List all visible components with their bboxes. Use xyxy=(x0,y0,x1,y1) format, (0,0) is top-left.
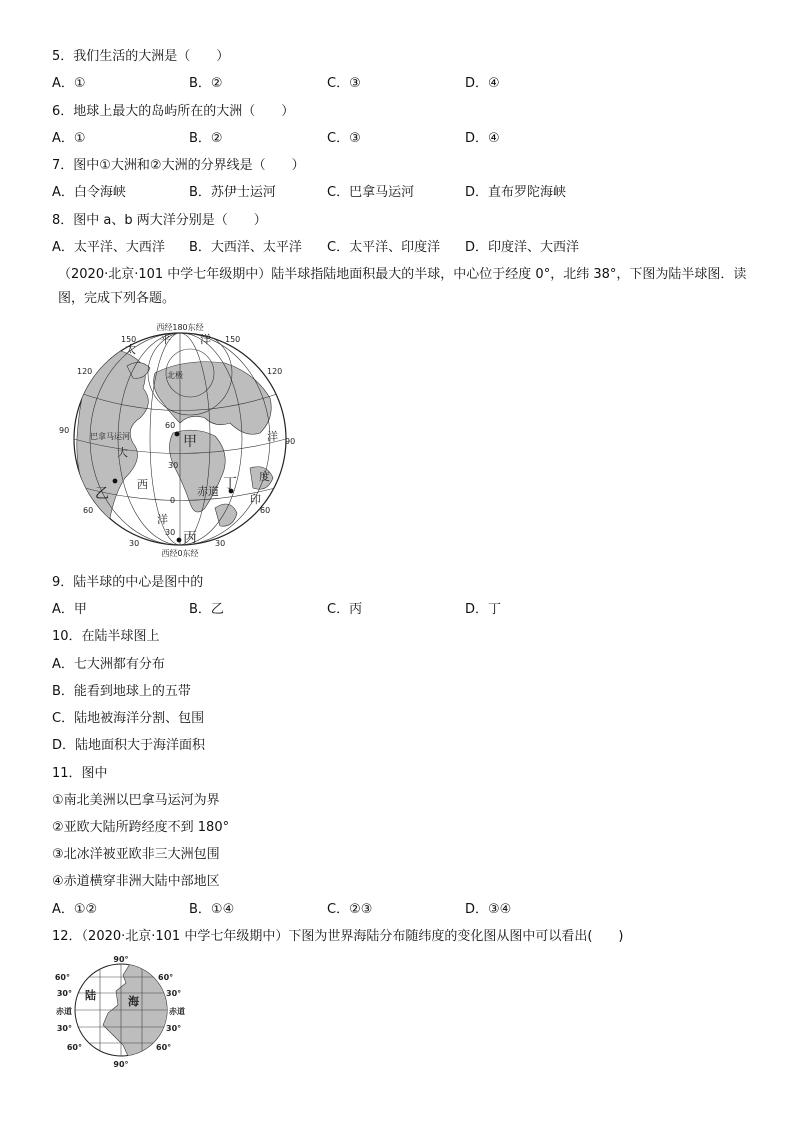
point-jia-label: 甲 xyxy=(183,434,197,450)
map-left-lon-30: 30 xyxy=(129,539,140,548)
q9-option-d[interactable]: D．丁 xyxy=(465,602,502,617)
q11-option-c[interactable]: C．②③ xyxy=(327,902,373,917)
map-pacific-3: 洋 xyxy=(200,333,211,346)
q6-stem: 6．地球上最大的岛屿所在的大洲（ ） xyxy=(52,104,295,119)
map-lat-30: 30 xyxy=(168,461,179,470)
q5-options xyxy=(52,75,752,93)
map-left-lon-90: 90 xyxy=(59,426,70,435)
point-yi-marker xyxy=(113,479,118,484)
q12-stem: 12．（2020·北京·101 中学七年级期中）下图为世界海陆分布随纬度的变化图从图中可以看出( ) xyxy=(52,929,624,944)
map-left-lon-120: 120 xyxy=(77,367,93,376)
chart-right-60s: 60° xyxy=(156,1043,172,1052)
map-equator: 赤道 xyxy=(197,485,219,498)
q7-option-c[interactable]: C．巴拿马运河 xyxy=(327,185,415,200)
map-top-caption: 西经180东经 xyxy=(156,323,204,332)
chart-left-30s: 30° xyxy=(56,1024,72,1033)
map-north-pole: 北极 xyxy=(167,371,183,380)
q7-option-d[interactable]: D．直布罗陀海峡 xyxy=(465,185,567,200)
chart-left-equator: 赤道 xyxy=(56,1007,72,1016)
q5-option-c[interactable]: C．③ xyxy=(327,76,361,91)
map-right-lon-150: 150 xyxy=(225,335,241,344)
map-left-lon-150: 150 xyxy=(121,335,137,344)
chart-land-label: 陆 xyxy=(85,989,96,1002)
map-lat-60: 60 xyxy=(165,421,176,430)
passage-intro: （2020·北京·101 中学七年级期中）陆半球指陆地面积最大的半球，中心位于经度 0°，北纬 38°，下图为陆半球图．读图，完成下列各题。 xyxy=(58,267,747,306)
q9-options xyxy=(52,601,752,619)
q8-option-a[interactable]: A．太平洋、大西洋 xyxy=(52,240,165,255)
q10-option-b[interactable]: B．能看到地球上的五带 xyxy=(52,684,191,699)
q11-option-a[interactable]: A．①② xyxy=(52,902,98,917)
map-panama-canal: 巴拿马运河 xyxy=(90,432,130,441)
q10-stem: 10．在陆半球图上 xyxy=(52,629,160,644)
map-lat-0: 0 xyxy=(170,496,176,505)
map-pacific-2: 平 xyxy=(160,333,171,346)
q7-options xyxy=(52,184,752,202)
map-right-lon-90: 90 xyxy=(285,437,296,446)
map-right-lon-120: 120 xyxy=(267,367,283,376)
q6-option-d[interactable]: D．④ xyxy=(465,131,500,146)
q8-stem: 8．图中 a、b 两大洋分别是（ ） xyxy=(52,213,267,228)
q8-option-d[interactable]: D．印度洋、大西洋 xyxy=(465,240,580,255)
point-bing-label: 丙 xyxy=(183,530,197,546)
map-indian-3: 印 xyxy=(250,493,261,506)
point-yi-label: 乙 xyxy=(95,486,109,502)
chart-left-60n: 60° xyxy=(54,973,70,982)
q5-option-b[interactable]: B．② xyxy=(189,76,223,91)
q6-option-c[interactable]: C．③ xyxy=(327,131,361,146)
chart-right-equator: 赤道 xyxy=(169,1007,185,1016)
q11-statement-3: ③北冰洋被亚欧非三大洲包围 xyxy=(52,847,220,862)
q8-option-b[interactable]: B．大西洋、太平洋 xyxy=(189,240,302,255)
chart-sea-label: 海 xyxy=(128,995,139,1008)
chart-bottom-90: 90° xyxy=(113,1060,129,1069)
chart-right-30s: 30° xyxy=(166,1024,182,1033)
q6-options xyxy=(52,130,752,148)
land-sea-latitude-chart xyxy=(48,955,198,1070)
land-hemisphere-map xyxy=(55,318,305,563)
map-bottom-caption: 西经0东经 xyxy=(161,549,199,558)
q11-options xyxy=(52,901,752,919)
map-pacific-1: 太 xyxy=(125,343,136,356)
q5-option-d[interactable]: D．④ xyxy=(465,76,500,91)
q7-stem: 7．图中①大洲和②大洲的分界线是（ ） xyxy=(52,158,305,173)
q7-option-b[interactable]: B．苏伊士运河 xyxy=(189,185,276,200)
chart-left-30n: 30° xyxy=(56,989,72,998)
q7-option-a[interactable]: A．白令海峡 xyxy=(52,185,126,200)
q9-option-b[interactable]: B．乙 xyxy=(189,602,224,617)
map-lat-30-south: 30 xyxy=(165,528,176,537)
q5-stem: 5．我们生活的大洲是（ ） xyxy=(52,49,230,64)
point-jia-marker xyxy=(175,432,180,437)
q11-statement-2: ②亚欧大陆所跨经度不到 180° xyxy=(52,820,230,835)
q8-option-c[interactable]: C．太平洋、印度洋 xyxy=(327,240,441,255)
q5-option-a[interactable]: A．① xyxy=(52,76,86,91)
map-indian-2: 度 xyxy=(259,470,270,483)
q6-option-a[interactable]: A．① xyxy=(52,131,86,146)
q6-option-b[interactable]: B．② xyxy=(189,131,223,146)
map-left-lon-60: 60 xyxy=(83,506,94,515)
map-atlantic-2: 西 xyxy=(137,478,148,491)
point-ding-label: 丁 xyxy=(223,476,237,492)
q9-option-a[interactable]: A．甲 xyxy=(52,602,87,617)
map-atlantic-3: 洋 xyxy=(157,513,168,526)
q10-option-c[interactable]: C．陆地被海洋分割、包围 xyxy=(52,711,205,726)
q9-stem: 9．陆半球的中心是图中的 xyxy=(52,575,204,590)
point-bing-marker xyxy=(177,538,182,543)
q11-option-d[interactable]: D．③④ xyxy=(465,902,512,917)
chart-left-60s: 60° xyxy=(66,1043,82,1052)
map-right-lon-60: 60 xyxy=(260,506,271,515)
map-indian-1: 洋 xyxy=(267,430,278,443)
q11-stem: 11．图中 xyxy=(52,766,108,781)
map-atlantic-1: 大 xyxy=(117,446,128,459)
map-right-lon-30: 30 xyxy=(215,539,226,548)
q8-options xyxy=(52,239,752,257)
q11-option-b[interactable]: B．①④ xyxy=(189,902,235,917)
q10-option-d[interactable]: D．陆地面积大于海洋面积 xyxy=(52,738,206,753)
q11-statement-1: ①南北美洲以巴拿马运河为界 xyxy=(52,793,220,808)
chart-right-60n: 60° xyxy=(158,973,174,982)
q9-option-c[interactable]: C．丙 xyxy=(327,602,363,617)
q11-statement-4: ④赤道横穿非洲大陆中部地区 xyxy=(52,874,220,889)
chart-top-90: 90° xyxy=(113,955,129,964)
chart-right-30n: 30° xyxy=(166,989,182,998)
q10-option-a[interactable]: A．七大洲都有分布 xyxy=(52,657,165,672)
